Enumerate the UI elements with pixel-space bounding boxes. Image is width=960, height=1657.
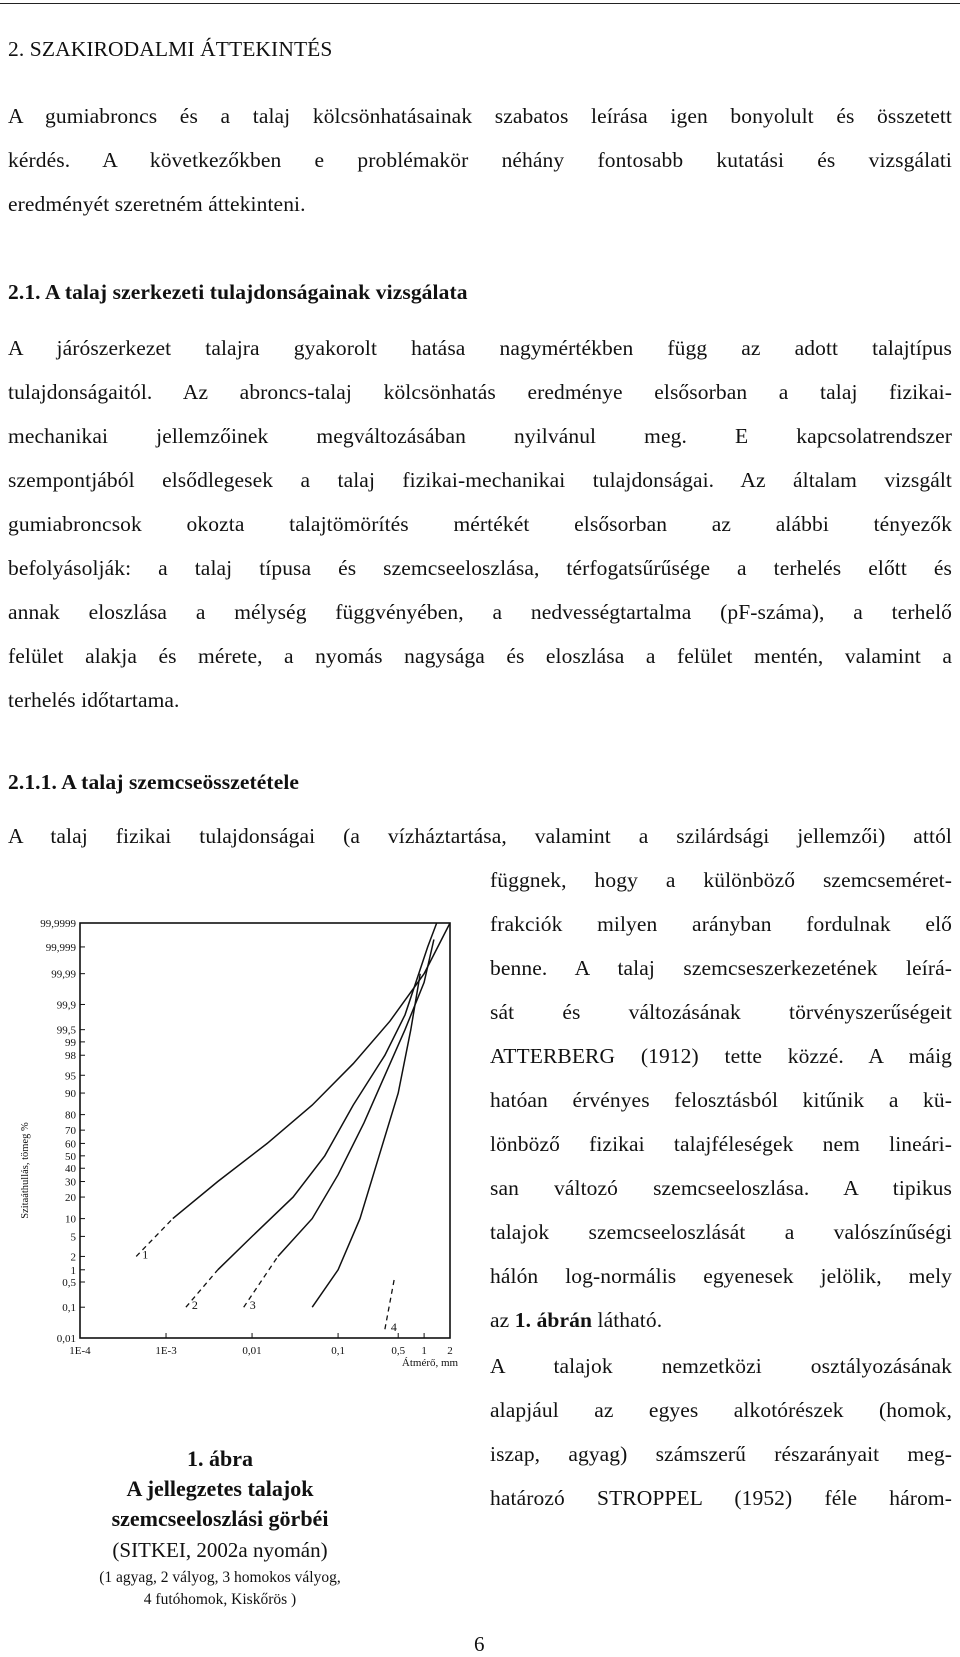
y-tick-label: 1 — [70, 1264, 76, 1277]
intro-line-2: kérdés. A következőkben e problémakör néhány fontosabb kutatási és vizsgálati — [8, 148, 952, 172]
right-column-line: sát és változásának törvényszerűségeit — [490, 1000, 952, 1024]
right-column-line: alapjául az egyes alkotórészek (homok, — [490, 1398, 952, 1422]
y-tick-label: 60 — [65, 1138, 76, 1151]
body-line: annak eloszlása a mélység függvényében, a nedvességtartalma (pF-száma), a terhelő — [8, 600, 952, 624]
right-column-line: hatóan érvényes felosztásból kitűnik a kü- — [490, 1088, 952, 1112]
y-tick-label: 99,9999 — [40, 918, 76, 930]
body-line: A járószerkezet talajra gyakorolt hatása nagymértékben függ az adott talajtípus — [8, 336, 952, 360]
y-tick-label: 99,999 — [45, 941, 76, 954]
intro-line-3: eredményét szeretném áttekinteni. — [8, 192, 306, 216]
figure-title-line-1: A jellegzetes talajok — [126, 1476, 314, 1501]
chapter-heading: 2. SZAKIRODALMI ÁTTEKINTÉS — [8, 37, 333, 61]
body-line: A talaj fizikai tulajdonságai (a vízháztartása, valamint a szilárdsági jellemzői) attól — [8, 824, 952, 848]
series-2-dashed-extension — [186, 1270, 218, 1307]
grain-size-distribution-chart — [0, 905, 470, 1450]
figure-source: (SITKEI, 2002a nyomán) — [112, 1538, 328, 1562]
series-2-curve — [218, 923, 437, 1270]
section-2-1-1-title: 2.1.1. A talaj szemcseösszetétele — [8, 770, 300, 794]
right-column-line: határozó STROPPEL (1952) féle három- — [490, 1486, 952, 1510]
figure-reference-line — [490, 1310, 662, 1332]
figure-number: 1. ábra — [187, 1446, 253, 1471]
y-tick-label: 99,99 — [51, 968, 76, 981]
x-tick-label: 0,5 — [391, 1345, 406, 1357]
y-tick-label: 98 — [65, 1050, 76, 1063]
figure-legend-line-1: (1 agyag, 2 vályog, 3 homokos vályog, — [99, 1569, 341, 1586]
body-line: mechanikai jellemzőinek megváltozásában nyilvánul meg. E kapcsolatrendszer — [8, 424, 952, 448]
y-tick-label: 5 — [70, 1231, 76, 1244]
y-tick-label: 20 — [65, 1192, 76, 1205]
series-2-label: 2 — [191, 1298, 198, 1313]
series-3-curve — [278, 940, 434, 1257]
right-column-line: függnek, hogy a különböző szemcseméret- — [490, 868, 952, 892]
y-tick-label: 80 — [65, 1109, 76, 1122]
body-line: terhelés időtartama. — [8, 688, 180, 712]
right-column-line: frakciók milyen arányban fordulnak elő — [490, 912, 952, 936]
x-tick-label: 0,01 — [242, 1345, 262, 1357]
right-column-line: lönböző fizikai talajféleségek nem lineári- — [490, 1132, 952, 1156]
body-line: befolyásolják: a talaj típusa és szemcseeloszlása, térfogatsűrűsége a terhelés előtt és — [8, 556, 952, 580]
body-line: gumiabroncsok okozta talajtömörítés mértékét elsősorban az alábbi tényezők — [8, 512, 952, 536]
right-column-line: hálón log-normális egyenesek jelölik, mely — [490, 1264, 952, 1288]
page-number: 6 — [474, 1632, 485, 1656]
body-line: szempontjából elsődlegesek a talaj fizikai-mechanikai tulajdonságai. Az általam vizsgált — [8, 468, 952, 492]
y-tick-label: 99 — [65, 1036, 76, 1049]
series-1-label: 1 — [142, 1247, 149, 1262]
series-3-label: 3 — [249, 1298, 256, 1313]
x-tick-label: 1E-4 — [69, 1345, 91, 1357]
intro-line-1: A gumiabroncs és a talaj kölcsönhatásainak szabatos leírása igen bonyolult és összetett — [8, 104, 952, 128]
right-column-line: ATTERBERG (1912) tette közzé. A máig — [490, 1044, 952, 1068]
ref-text-after: látható. — [592, 1308, 663, 1332]
y-tick-label: 30 — [65, 1176, 76, 1189]
y-tick-label: 40 — [65, 1163, 76, 1176]
y-tick-label: 50 — [65, 1150, 76, 1163]
right-column-line: benne. A talaj szemcseszerkezetének leírá- — [490, 956, 952, 980]
y-tick-label: 95 — [65, 1070, 76, 1083]
y-axis-label: Szitaáthullás, tömeg % — [20, 1122, 31, 1219]
y-tick-label: 90 — [65, 1088, 76, 1101]
x-tick-label: 1E-3 — [155, 1345, 177, 1357]
x-tick-label: 0,1 — [331, 1345, 345, 1357]
y-tick-label: 0,01 — [56, 1333, 76, 1345]
y-tick-label: 0,5 — [62, 1277, 76, 1290]
figure-title-line-2: szemcseeloszlási görbéi — [111, 1506, 329, 1531]
right-column-line: san változó szemcseeloszlása. A tipikus — [490, 1176, 952, 1200]
figure-legend-line-2: 4 futóhomok, Kiskőrös ) — [143, 1591, 297, 1608]
right-column-line: iszap, agyag) számszerű részarányait meg- — [490, 1442, 952, 1466]
y-tick-label: 2 — [70, 1251, 76, 1264]
y-tick-label: 99,5 — [56, 1024, 76, 1037]
series-4-label: 4 — [390, 1320, 397, 1335]
right-column-line: talajok szemcseeloszlását a valószínűségi — [490, 1220, 952, 1244]
body-line: felület alakja és mérete, a nyomás nagysága és eloszlása a felület mentén, valamint a — [8, 644, 952, 668]
ref-figure-link: 1. ábrán — [514, 1308, 593, 1332]
body-line: tulajdonságaitól. Az abroncs-talaj kölcsönhatás eredménye elsősorban a talaj fizikai- — [8, 380, 952, 404]
right-column-line: A talajok nemzetközi osztályozásának — [490, 1354, 952, 1378]
ref-text-before: az — [490, 1308, 515, 1332]
section-2-1-title: 2.1. A talaj szerkezeti tulajdonságainak vizsgálata — [8, 280, 468, 304]
x-tick-label: 2 — [447, 1345, 453, 1357]
y-tick-label: 10 — [65, 1213, 76, 1226]
x-axis-label: Átmérő, mm — [401, 1357, 459, 1369]
x-tick-label: 1 — [421, 1345, 427, 1357]
y-tick-label: 99,9 — [56, 999, 76, 1012]
y-tick-label: 70 — [65, 1125, 76, 1138]
y-tick-label: 0,1 — [62, 1302, 76, 1315]
top-rule — [0, 3, 960, 4]
series-4-curve — [312, 974, 420, 1307]
